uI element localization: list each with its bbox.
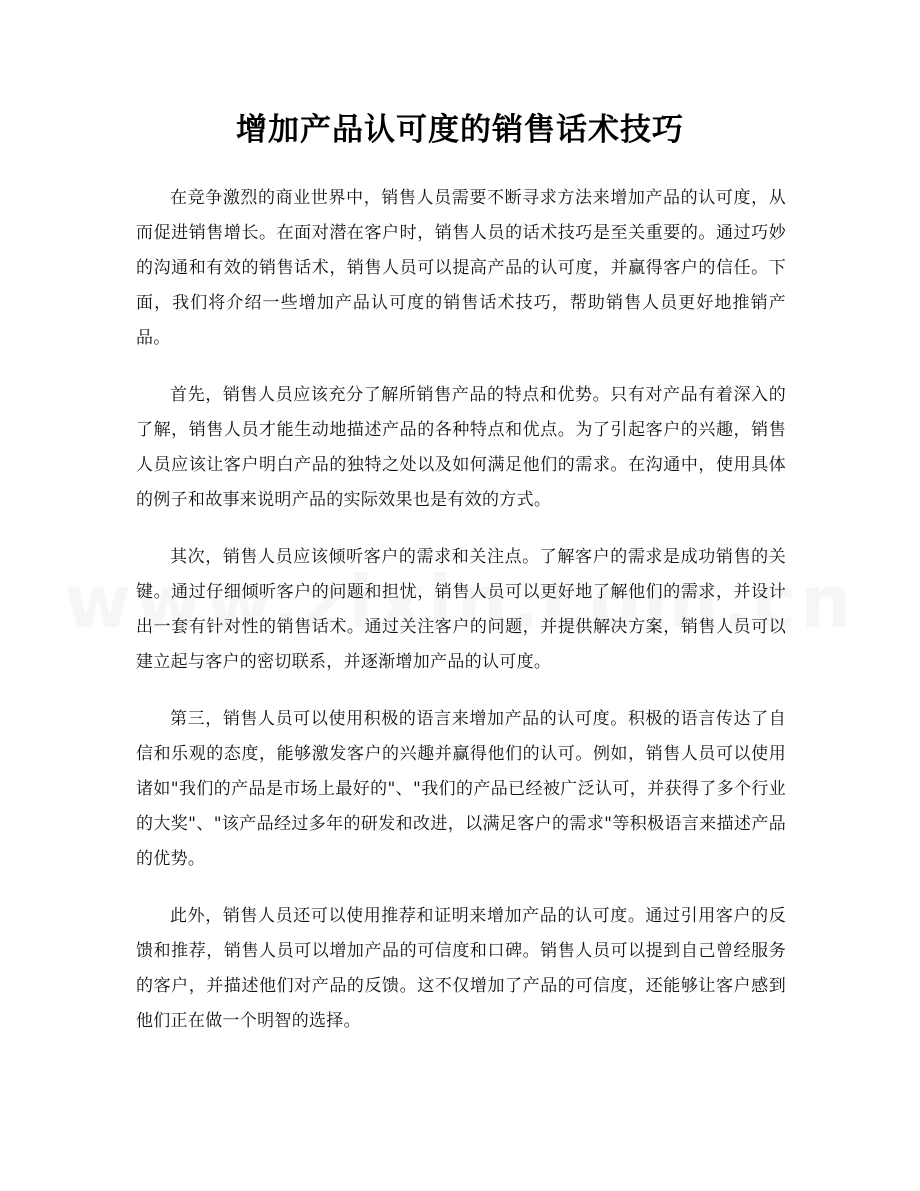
paragraph-2: 首先，销售人员应该充分了解所销售产品的特点和优势。只有对产品有着深入的了解，销售人员才能生动地描述产品的各种特点和优点。为了引起客户的兴趣，销售人员应该让客户明白产品的独特之处以及如何满足他们的需求。在沟通中，使用具体的例子和故事来说明产品的实际效果也是有效的方式。: [136, 385, 786, 510]
paragraph-4: 第三，销售人员可以使用积极的语言来增加产品的认可度。积极的语言传达了自信和乐观的态度，能够激发客户的兴趣并赢得他们的认可。例如，销售人员可以使用诸如"我们的产品是市场上最好的"、"我们的产品已经被广泛认可，并获得了多个行业的大奖"、"该产品经过多年的研发和改进，以满足客户的需求"等积极语言来描述产品的优势。: [136, 709, 786, 869]
document-title: 增加产品认可度的销售话术技巧: [236, 112, 684, 148]
paragraph-3: 其次，销售人员应该倾听客户的需求和关注点。了解客户的需求是成功销售的关键。通过仔细倾听客户的问题和担忧，销售人员可以更好地了解他们的需求，并设计出一套有针对性的销售话术。通过关注客户的问题，并提供解决方案，销售人员可以建立起与客户的密切联系，并逐渐增加产品的认可度。: [136, 547, 786, 672]
document-body: [136, 181, 786, 1061]
paragraph-1: 在竞争激烈的商业世界中，销售人员需要不断寻求方法来增加产品的认可度，从而促进销售增长。在面对潜在客户时，销售人员的话术技巧是至关重要的。通过巧妙的沟通和有效的销售话术，销售人员可以提高产品的认可度，并赢得客户的信任。下面，我们将介绍一些增加产品认可度的销售话术技巧，帮助销售人员更好地推销产品。: [136, 188, 786, 348]
paragraph-5: 此外，销售人员还可以使用推荐和证明来增加产品的认可度。通过引用客户的反馈和推荐，销售人员可以增加产品的可信度和口碑。销售人员可以提到自己曾经服务的客户，并描述他们对产品的反馈。这不仅增加了产品的可信度，还能够让客户感到他们正在做一个明智的选择。: [136, 906, 786, 1031]
